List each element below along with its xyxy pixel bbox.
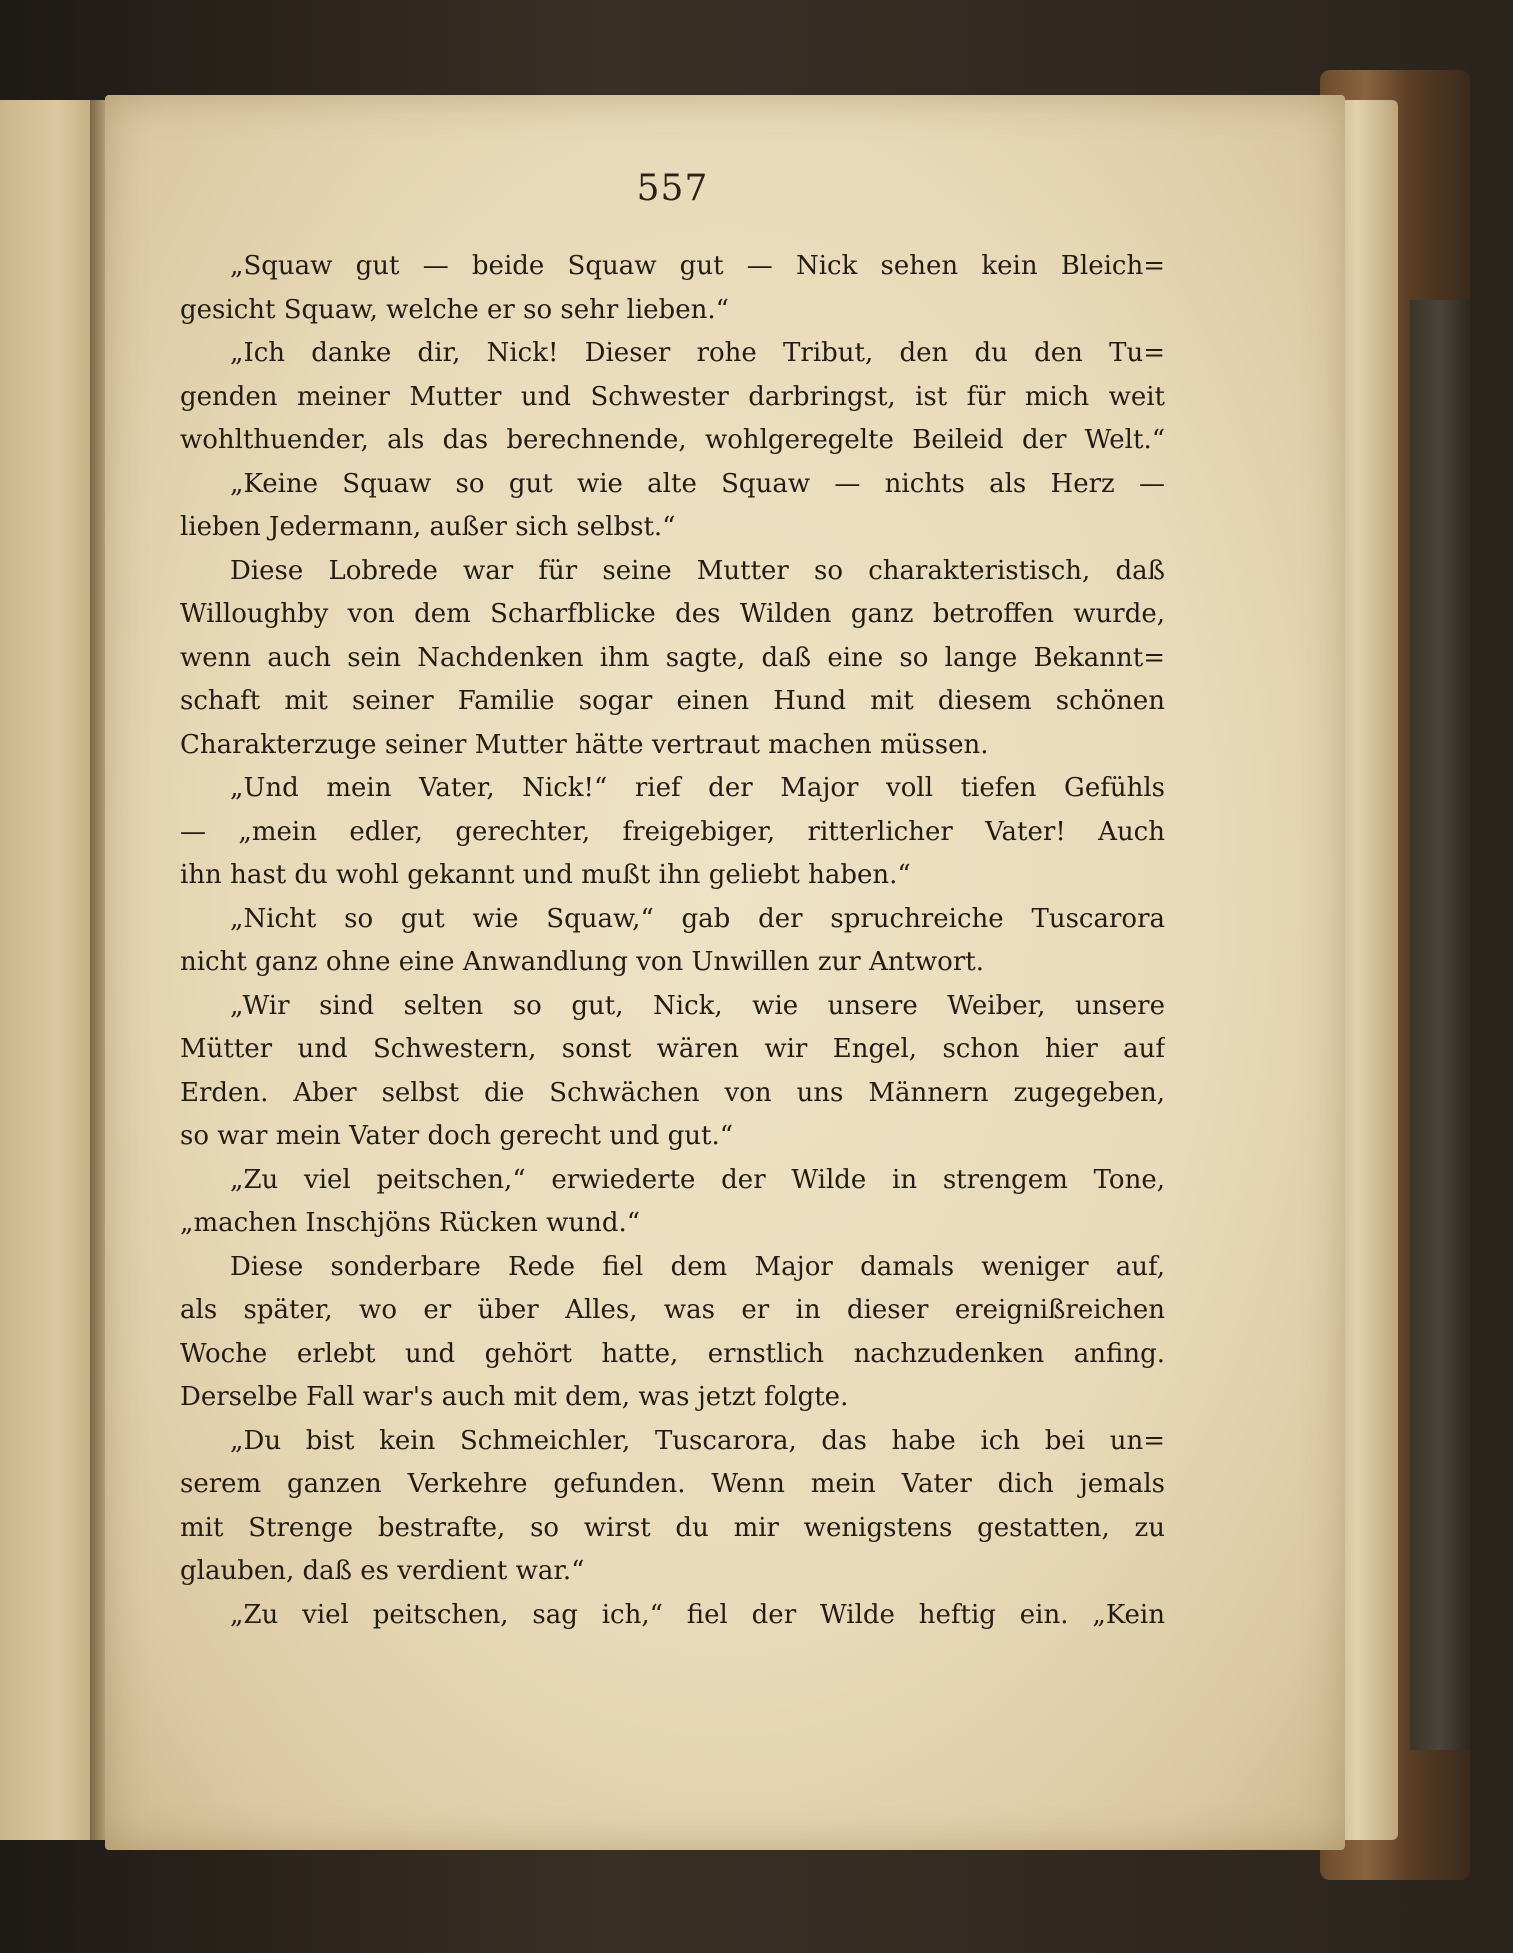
text-line: „Squaw gut — beide Squaw gut — Nick sehen kein Bleich= [230, 251, 1165, 281]
text-line: mit Strenge bestrafte, so wirst du mir wenigstens gestatten, zu [180, 1512, 1165, 1543]
text-line: wohlthuender, als das berechnende, wohlgeregelte Beileid der Welt.“ [180, 425, 1165, 455]
text-line: „Keine Squaw so gut wie alte Squaw — nichts als Herz — [230, 468, 1165, 499]
book-spine-edge [1410, 300, 1470, 1750]
text-line: ihn hast du wohl gekannt und mußt ihn geliebt haben.“ [180, 860, 911, 890]
page-number: 557 [636, 168, 709, 209]
text-line: „Wir sind selten so gut, Nick, wie unsere Weiber, unsere [230, 990, 1165, 1021]
text-line: „Zu viel peitschen,“ erwiederte der Wilde in strengem Tone, [230, 1164, 1165, 1195]
text-line: nicht ganz ohne eine Anwandlung von Unwillen zur Antwort. [180, 947, 984, 977]
text-line: „machen Inschjöns Rücken wund.“ [180, 1208, 641, 1238]
text-line: als später, wo er über Alles, was er in dieser ereignißreichen [180, 1295, 1165, 1325]
text-line: „Nicht so gut wie Squaw,“ gab der spruchreiche Tuscarora [230, 903, 1165, 934]
text-line: Mütter und Schwestern, sonst wären wir Engel, schon hier auf [180, 1034, 1165, 1064]
text-line: — „mein edler, gerechter, freigebiger, ritterlicher Vater! Auch [180, 816, 1165, 847]
text-line: gesicht Squaw, welche er so sehr lieben.“ [180, 294, 729, 325]
text-line: „Und mein Vater, Nick!“ rief der Major voll tiefen Gefühls [230, 773, 1165, 803]
text-line: „Ich danke dir, Nick! Dieser rohe Tribut, den du den Tu= [230, 338, 1165, 368]
text-line: serem ganzen Verkehre gefunden. Wenn mein Vater dich jemals [180, 1469, 1165, 1499]
text-line: „Zu viel peitschen, sag ich,“ fiel der Wilde heftig ein. „Kein [230, 1599, 1165, 1630]
text-line: Woche erlebt und gehört hatte, ernstlich nachzudenken anfing. [180, 1338, 1165, 1369]
text-line: genden meiner Mutter und Schwester darbringst, ist für mich weit [180, 381, 1165, 412]
text-line: schaft mit seiner Familie sogar einen Hund mit diesem schönen [180, 686, 1165, 716]
text-line: so war mein Vater doch gerecht und gut.“ [180, 1121, 734, 1151]
text-line: Willoughby von dem Scharfblicke des Wilden ganz betroffen wurde, [180, 599, 1165, 629]
text-line: wenn auch sein Nachdenken ihm sagte, daß eine so lange Bekannt= [180, 642, 1165, 673]
text-line: Diese sonderbare Rede fiel dem Major damals weniger auf, [230, 1251, 1165, 1282]
text-line: glauben, daß es verdient war.“ [180, 1556, 585, 1586]
facing-page [0, 100, 95, 1840]
text-line: lieben Jedermann, außer sich selbst.“ [180, 512, 676, 542]
text-line: Derselbe Fall war's auch mit dem, was jetzt folgte. [180, 1382, 849, 1412]
text-line: Diese Lobrede war für seine Mutter so charakteristisch, daß [230, 555, 1165, 586]
text-line: „Du bist kein Schmeichler, Tuscarora, das habe ich bei un= [230, 1425, 1165, 1456]
text-line: Erden. Aber selbst die Schwächen von uns Männern zugegeben, [180, 1077, 1165, 1108]
text-line: Charakterzuge seiner Mutter hätte vertraut machen müssen. [180, 729, 989, 760]
page-text [180, 245, 1165, 1637]
